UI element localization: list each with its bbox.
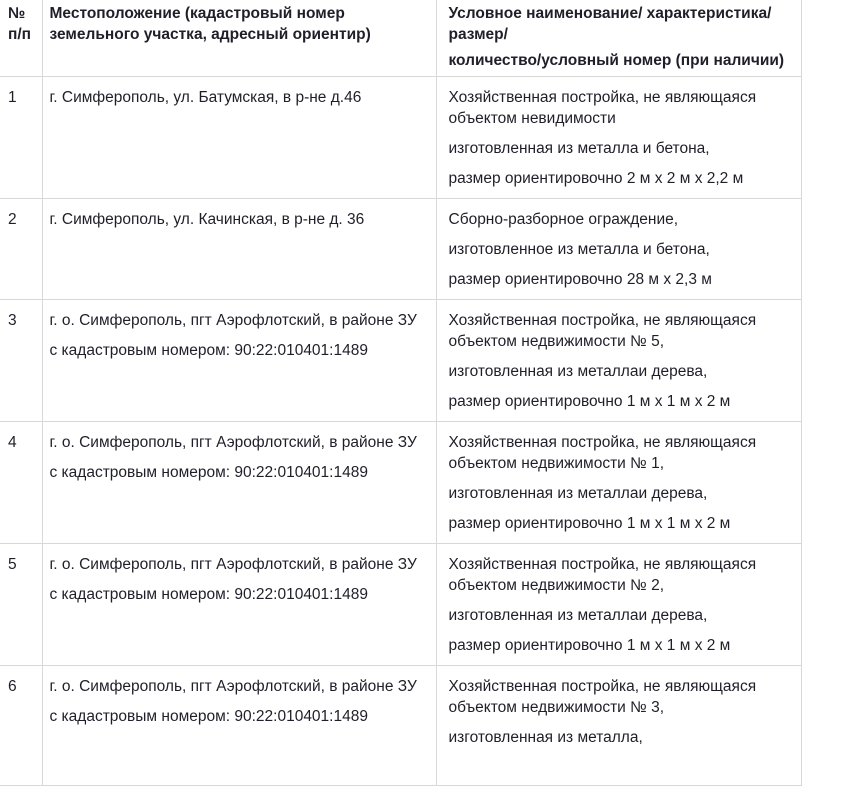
row-number-cell <box>0 199 42 300</box>
header-cell-number <box>0 0 42 77</box>
location-cell <box>42 544 436 666</box>
description-text: изготовленное из металла и бетона, <box>448 241 710 258</box>
row-number-cell <box>0 300 42 422</box>
location-text: г. о. Симферополь, пгт Аэрофлотский, в районе ЗУ <box>49 312 417 329</box>
description-text: размер ориентировочно 1 м х 1 м х 2 м <box>448 515 731 532</box>
description-text: изготовленная из металла, <box>448 729 643 746</box>
table-row <box>0 422 801 544</box>
header-description-label-line1: Условное наименование/ характеристика/ размер/ <box>448 5 772 43</box>
row-number: 4 <box>8 434 17 451</box>
location-cell <box>42 300 436 422</box>
location-text: с кадастровым номером: 90:22:010401:1489 <box>49 586 368 603</box>
description-cell <box>436 300 801 422</box>
table-header-row <box>0 0 801 77</box>
header-description-label-line2: количество/условный номер (при наличии) <box>448 52 785 69</box>
description-text: размер ориентировочно 1 м х 1 м х 2 м <box>448 393 731 410</box>
location-text: г. Симферополь, ул. Батумская, в р-не д.46 <box>49 89 362 106</box>
location-text: г. Симферополь, ул. Качинская, в р-не д. 36 <box>49 211 365 228</box>
description-text: размер ориентировочно 2 м х 2 м х 2,2 м <box>448 170 744 187</box>
description-text: изготовленная из металлаи дерева, <box>448 607 708 624</box>
description-text: размер ориентировочно 1 м х 1 м х 2 м <box>448 637 731 654</box>
description-cell <box>436 199 801 300</box>
description-text: изготовленная из металлаи дерева, <box>448 363 708 380</box>
location-text: с кадастровым номером: 90:22:010401:1489 <box>49 464 368 481</box>
location-cell <box>42 666 436 786</box>
header-cell-location <box>42 0 436 77</box>
description-text: изготовленная из металла и бетона, <box>448 140 710 157</box>
row-number: 1 <box>8 89 17 106</box>
description-text: Хозяйственная постройка, не являющаяся объектом недвижимости № 3, <box>448 678 757 716</box>
location-cell <box>42 422 436 544</box>
location-text: г. о. Симферополь, пгт Аэрофлотский, в районе ЗУ <box>49 678 417 695</box>
description-text: Хозяйственная постройка, не являющаяся объектом недвижимости № 2, <box>448 556 757 594</box>
location-text: г. о. Симферополь, пгт Аэрофлотский, в районе ЗУ <box>49 556 417 573</box>
row-number-cell <box>0 77 42 199</box>
row-number-cell <box>0 666 42 786</box>
location-text: г. о. Симферополь, пгт Аэрофлотский, в районе ЗУ <box>49 434 417 451</box>
row-number: 6 <box>8 678 17 695</box>
location-text: с кадастровым номером: 90:22:010401:1489 <box>49 342 368 359</box>
header-cell-description <box>436 0 801 77</box>
row-number-cell <box>0 544 42 666</box>
table-row <box>0 544 801 666</box>
location-cell <box>42 199 436 300</box>
table-row <box>0 77 801 199</box>
description-text: размер ориентировочно 28 м х 2,3 м <box>448 271 712 288</box>
location-text: с кадастровым номером: 90:22:010401:1489 <box>49 708 368 725</box>
table-row <box>0 666 801 786</box>
description-cell <box>436 544 801 666</box>
description-text: Хозяйственная постройка, не являющаяся объектом невидимости <box>448 89 757 127</box>
description-text: изготовленная из металлаи дерева, <box>448 485 708 502</box>
table-row <box>0 300 801 422</box>
description-text: Сборно-разборное ограждение, <box>448 211 679 228</box>
location-cell <box>42 77 436 199</box>
header-location-label: Местоположение (кадастровый номер земельного участка, адресный ориентир) <box>49 5 371 43</box>
table-row <box>0 199 801 300</box>
description-cell <box>436 77 801 199</box>
header-number-label: № п/п <box>8 5 32 43</box>
row-number: 5 <box>8 556 17 573</box>
description-cell <box>436 422 801 544</box>
row-number: 3 <box>8 312 17 329</box>
description-text: Хозяйственная постройка, не являющаяся объектом недвижимости № 1, <box>448 434 757 472</box>
row-number: 2 <box>8 211 17 228</box>
description-cell <box>436 666 801 786</box>
row-number-cell <box>0 422 42 544</box>
description-text: Хозяйственная постройка, не являющаяся объектом недвижимости № 5, <box>448 312 757 350</box>
